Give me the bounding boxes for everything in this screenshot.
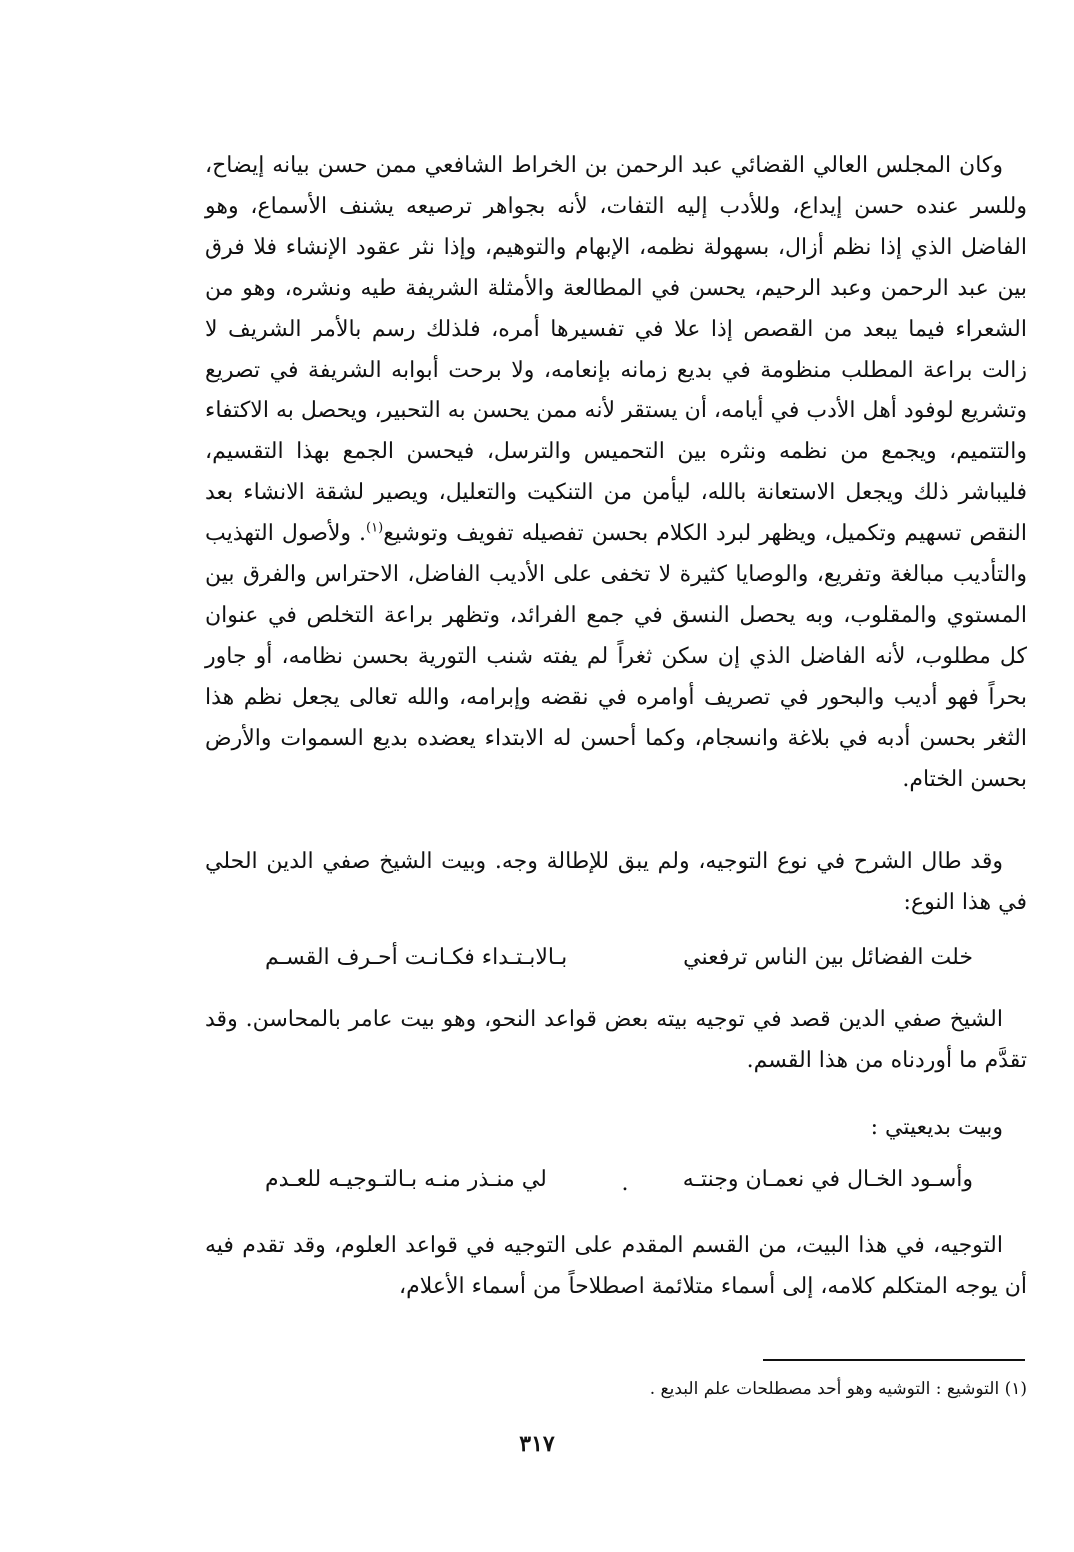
paragraph-text: التوجيه، في هذا البيت، من القسم المقدم على التوجيه في قواعد العلوم، وقد تقدم فيه أن يوجه المتكلم كلامه، إلى أسماء متلائمة اصطلاحاً من أسماء الأعلام، bbox=[205, 1233, 1027, 1299]
paragraph-appointment-decree bbox=[205, 146, 1027, 801]
paragraph-text-continued: . ولأصول التهذيب والتأديب مبالغة وتفريع، والوصايا كثيرة لا تخفى على الأديب الفاضل، الاحتراس والفرق بين المستوي والمقلوب، وبه يحصل النسق في جمع الفرائد، وتظهر براعة التخلص في عنوان كل مطلوب، لأنه الفاضل الذي إن سكن ثغراً لم يفته شنب التورية بحسن نظامه، أو جاور بحراً فهو أديب والبحور في تصريف أوامره في نقضه وإبرامه، والله تعالى يجعل نظم هذا الثغر بحسن أدبه في بلاغة وانسجام، وكما أحسن له الابتداء يعضده بديع السموات والأرض بحسن الختام. bbox=[205, 521, 1027, 792]
paragraph-text: الشيخ صفي الدين قصد في توجيه بيته بعض قواعد النحو، وهو بيت عامر بالمحاسن. وقد تقدَّم ما أوردناه من هذا القسم. bbox=[205, 1007, 1027, 1073]
footnote-reference: (١) bbox=[366, 520, 384, 536]
page-number: ٣١٧ bbox=[519, 1431, 555, 1457]
verse-first-hemistich: وأسـود الخـال في نعمـان وجنتـه bbox=[682, 1167, 973, 1192]
paragraph-author-verse-intro bbox=[205, 1108, 1027, 1149]
paragraph-tawjih-explanation bbox=[205, 1226, 1027, 1308]
paragraph-text: وبيت بديعيتي : bbox=[870, 1115, 1003, 1140]
verse-first-hemistich: خلت الفضائل بين الناس ترفعني bbox=[683, 945, 973, 970]
footnote-marker: (١) bbox=[1004, 1379, 1027, 1399]
verse-second-hemistich: بـالابـتـداء فكـانـت أحـرف القسـم bbox=[265, 945, 568, 970]
footnote-divider bbox=[763, 1359, 1025, 1361]
footnote-text: التوشيع : التوشيه وهو أحد مصطلحات علم البديع . bbox=[649, 1379, 1000, 1399]
paragraph-tawjih-intro bbox=[205, 842, 1027, 924]
verse-second-hemistich: لي منـذر منـه بـالتـوجيـه للعـدم bbox=[265, 1167, 547, 1192]
verse-separator: . bbox=[621, 1171, 629, 1196]
paragraph-verse-commentary bbox=[205, 1000, 1027, 1082]
verse-safi-al-din bbox=[265, 938, 973, 978]
paragraph-text: وكان المجلس العالي القضائي عبد الرحمن بن الخراط الشافعي ممن حسن بيانه إيضاح، وللسر عنده حسن إيداع، وللأدب إليه التفات، لأنه بجواهر ترصيعه يشنف الأسماع، وهو الفاضل الذي إذا نظم أزال، بسهولة نظمه، الإبهام والتوهيم، وإذا نثر عقود الإنشاء فلا فرق بين عبد الرحمن وعبد الرحيم، يحسن في المطالعة والأمثلة الشريفة طيه ونشره، وهو من الشعراء فيما يبعد من القصص إذا علا في تفسيرها أمره، فلذلك رسم بالأمر الشريف لا زالت براعة المطلب منظومة في بديع زمانه بإنعامه، ولا برحت أبوابه الشريفة في تصريع وتشريع لوفود أهل الأدب في أيامه، أن يستقر لأنه ممن يحسن به التحبير، ويحصل به الاكتفاء والتتميم، ويجمع من نظمه ونثره بين التحميس والترسل، فيحسن الجمع بهذا التقسيم، فليباشر ذلك ويجعل الاستعانة بالله، ليأمن من التنكيت والتعليل، ويصير لشقة الانشاء بعد النقص تسهيم وتكميل، ويظهر لبرد الكلام بحسن تفصيله تفويف وتوشيع bbox=[205, 153, 1027, 547]
footnote bbox=[500, 1374, 1027, 1404]
paragraph-text: وقد طال الشرح في نوع التوجيه، ولم يبق للإطالة وجه. وبيت الشيخ صفي الدين الحلي في هذا النوع: bbox=[205, 849, 1027, 915]
